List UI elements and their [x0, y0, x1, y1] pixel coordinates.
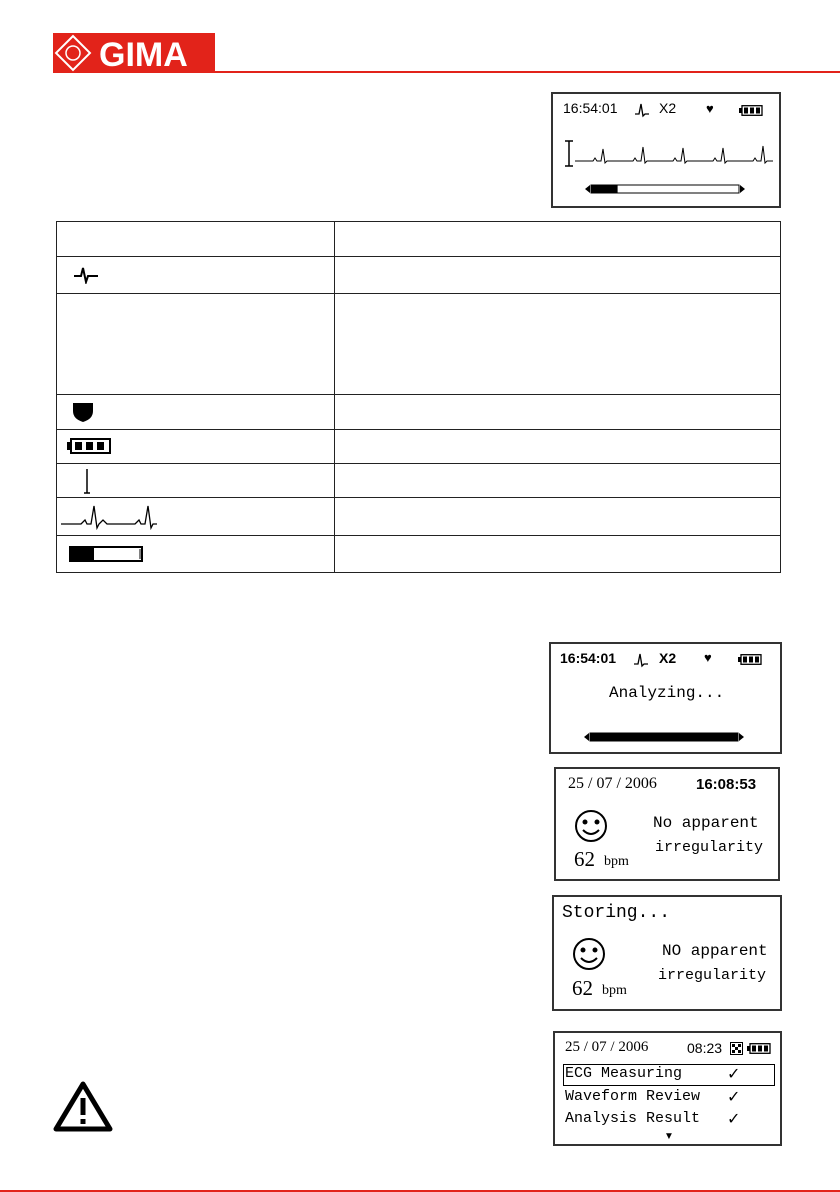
heart-rate-unit: bpm [604, 854, 629, 869]
check-icon: ✓ [727, 1089, 741, 1106]
progress-bar-icon [69, 546, 143, 562]
gima-logo [53, 33, 215, 73]
table-row [57, 293, 781, 395]
menu-item-analysis-result[interactable] [565, 1109, 765, 1131]
table-row [57, 395, 781, 429]
memory-icon [730, 1042, 743, 1055]
heart-rate-unit: bpm [602, 983, 627, 998]
icon-legend-table [56, 221, 781, 573]
ecg-trace [563, 139, 775, 169]
heart-icon: ♥ [706, 101, 714, 116]
battery-icon [67, 438, 111, 454]
table-row [57, 257, 781, 293]
calibration-mark-icon [81, 468, 93, 494]
heart-rate-value: 62 [572, 976, 593, 1000]
result-message-line1: No apparent [653, 814, 759, 832]
logo-text: GIMA [99, 36, 188, 73]
storing-message-line1: NO apparent [662, 942, 768, 960]
analyzing-status: Analyzing... [609, 684, 725, 702]
heart-icon [72, 401, 94, 423]
progress-bar [584, 732, 744, 742]
lead-icon [73, 266, 99, 284]
menu-item-label: Analysis Result [565, 1110, 701, 1127]
menu-item-waveform-review[interactable] [565, 1087, 765, 1109]
table-row [57, 464, 781, 498]
ecg-waveform-icon [59, 502, 159, 530]
table-row [57, 222, 781, 257]
check-icon: ✓ [727, 1066, 741, 1083]
result-message-line2: irregularity [655, 839, 764, 856]
menu-item-ecg-measuring[interactable] [565, 1064, 765, 1086]
progress-bar [585, 184, 745, 194]
smiley-icon [574, 809, 608, 843]
heart-icon: ♥ [704, 650, 712, 665]
storing-status: Storing... [562, 903, 671, 923]
screen-result [554, 767, 780, 881]
table-row [57, 535, 781, 572]
check-icon: ✓ [727, 1111, 741, 1128]
menu-date: 25 / 07 / 2006 [565, 1039, 649, 1055]
menu-item-label: Waveform Review [565, 1088, 701, 1105]
zoom-level: X2 [659, 650, 677, 666]
lead-icon [633, 652, 649, 668]
result-time: 16:08:53 [696, 776, 757, 793]
screen-time: 16:54:01 [560, 650, 617, 666]
screen-storing [552, 895, 782, 1011]
screen-waveform [551, 92, 781, 208]
storing-message-line2: irregularity [658, 967, 767, 984]
battery-icon [739, 105, 763, 116]
smiley-icon [572, 937, 606, 971]
battery-icon [738, 654, 762, 665]
screen-menu [553, 1031, 782, 1146]
menu-item-label: ECG Measuring [565, 1065, 683, 1082]
battery-icon [747, 1043, 771, 1054]
scroll-down-arrow-icon[interactable]: ▼ [664, 1131, 674, 1142]
table-row [57, 429, 781, 463]
table-row [57, 498, 781, 535]
screen-analyzing [549, 642, 782, 754]
warning-icon [52, 1080, 114, 1132]
screen-time: 16:54:01 [563, 100, 618, 116]
lead-icon [634, 102, 650, 118]
menu-time: 08:23 [687, 1040, 723, 1056]
heart-rate-value: 62 [574, 847, 595, 871]
result-date: 25 / 07 / 2006 [568, 775, 657, 792]
header-rule [215, 71, 840, 73]
zoom-level: X2 [659, 100, 677, 116]
